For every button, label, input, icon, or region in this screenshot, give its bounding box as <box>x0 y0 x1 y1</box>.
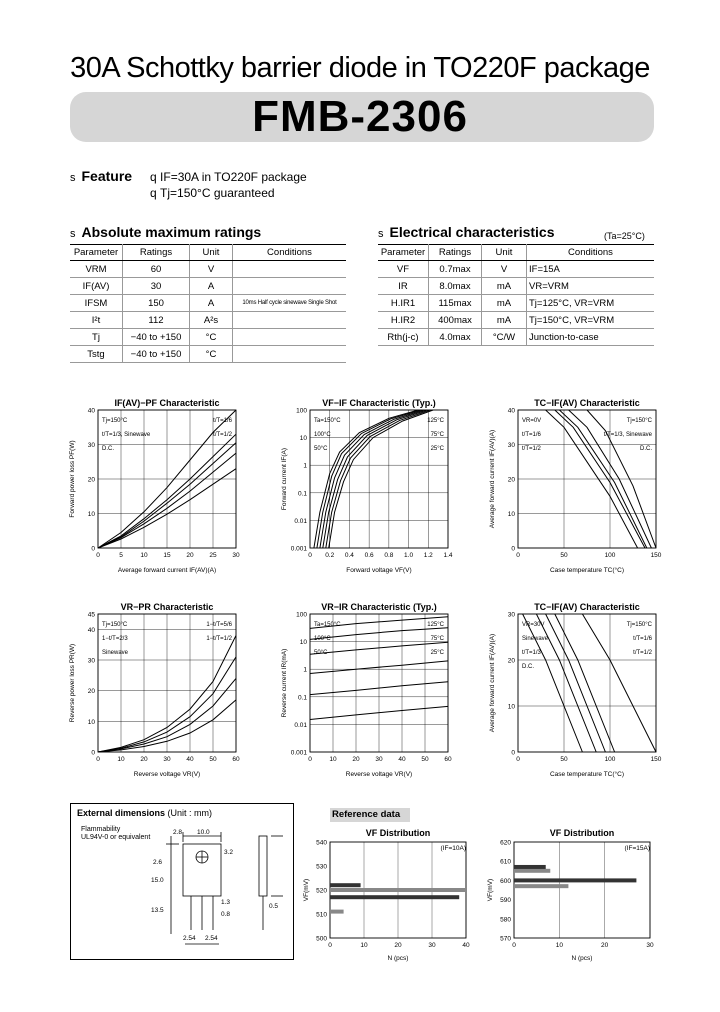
table-cell: 115max <box>429 295 482 312</box>
y-tick-label: 610 <box>500 858 511 866</box>
bar <box>330 888 466 892</box>
section-bullet: s <box>378 228 384 240</box>
x-tick-label: 0.2 <box>325 552 335 559</box>
bar <box>330 895 459 899</box>
table-cell: Junction-to-case <box>527 329 655 346</box>
x-tick-label: 0 <box>308 552 312 559</box>
y-tick-label: 510 <box>316 911 327 919</box>
y-tick-label: 590 <box>500 897 511 905</box>
y-tick-label: 10 <box>507 511 515 518</box>
chart-annotation: D.C. <box>640 446 652 452</box>
y-axis-label: Average forward current IF(AV)(A) <box>489 429 496 529</box>
column-header: Parameter <box>378 245 429 261</box>
y-tick-label: 30 <box>87 442 95 449</box>
table-cell: A <box>190 295 233 312</box>
chart-annotation: Tj=150°C <box>102 418 128 424</box>
x-tick-label: 0 <box>328 942 332 949</box>
chart-annotation: VR=0V <box>522 418 542 424</box>
feature-heading <box>70 168 132 184</box>
abs-max-heading-text: Absolute maximum ratings <box>81 224 262 240</box>
x-axis-label: Reverse voltage VR(V) <box>133 771 201 778</box>
chart-annotation: t/T=1/6 <box>522 432 541 438</box>
x-tick-label: 150 <box>650 756 662 763</box>
table-cell: VF <box>378 261 429 278</box>
flammability-label: Flammability <box>81 826 121 833</box>
y-axis-label: Reverse power loss PR(W) <box>69 643 76 723</box>
y-tick-label: 600 <box>500 877 511 885</box>
table-cell: 4.0max <box>429 329 482 346</box>
chart-annotation: 1−t/T=5/6 <box>206 622 232 628</box>
chart-annotation: t/T=1/6 <box>213 418 232 424</box>
dim-label: 1.3 <box>221 899 231 906</box>
chart-tc-if-2 <box>486 600 664 782</box>
dim-label: 3.2 <box>224 849 234 856</box>
y-axis-label: Reverse current IR(mA) <box>281 648 288 718</box>
table-cell: V <box>482 261 527 278</box>
table-cell: Tj=150°C, VR=VRM <box>527 312 655 329</box>
table-cell: −40 to +150 <box>123 329 190 346</box>
x-tick-label: 50 <box>560 552 568 559</box>
x-tick-label: 0 <box>516 756 520 763</box>
y-tick-label: 500 <box>316 935 327 943</box>
chart-note: (IF=10A) <box>440 845 466 852</box>
chart-annotation: 125°C <box>427 418 444 424</box>
y-axis-label: VF(mV) <box>303 878 310 902</box>
x-tick-label: 30 <box>232 552 240 559</box>
table-cell: °C <box>190 329 233 346</box>
x-axis-label: Case temperature TC(°C) <box>549 771 625 778</box>
chart-title: VF−IF Characteristic (Typ.) <box>322 398 436 408</box>
x-tick-label: 10 <box>555 942 563 949</box>
y-tick-label: 40 <box>87 407 95 415</box>
x-tick-label: 1.2 <box>423 552 433 559</box>
table-row <box>70 312 346 329</box>
y-axis-label: Average forward current IF(AV)(A) <box>489 633 496 733</box>
chart-svg <box>484 826 660 966</box>
chart-svg <box>278 396 456 578</box>
elec-table <box>378 244 654 346</box>
table-cell: Tstg <box>70 346 123 363</box>
x-axis-label: Reverse voltage VR(V) <box>345 771 413 778</box>
chart-annotation: 25°C <box>430 446 444 452</box>
dim-label: 2.8 <box>173 829 183 836</box>
series-line <box>582 614 656 752</box>
chart-annotation: D.C. <box>102 446 114 452</box>
bar <box>514 884 568 888</box>
x-axis-label: Case temperature TC(°C) <box>549 567 625 574</box>
table-row <box>378 261 654 278</box>
chart-vr-pr <box>66 600 244 782</box>
bar <box>330 910 344 914</box>
table-cell: mA <box>482 312 527 329</box>
x-tick-label: 20 <box>394 942 402 949</box>
chart-title: IF(AV)−PF Characteristic <box>114 398 220 408</box>
x-tick-label: 1.0 <box>404 552 414 559</box>
table-row <box>378 329 654 346</box>
y-tick-label: 20 <box>87 476 95 484</box>
chart-title: VF Distribution <box>549 828 615 838</box>
table-cell: mA <box>482 295 527 312</box>
chart-vf-dist-10a <box>300 826 476 966</box>
table-cell <box>233 346 347 363</box>
y-tick-label: 0 <box>511 545 515 553</box>
column-header: Parameter <box>70 245 123 261</box>
y-tick-label: 20 <box>507 476 515 484</box>
y-tick-label: 1 <box>303 666 307 674</box>
table-cell: H.IR2 <box>378 312 429 329</box>
y-tick-label: 540 <box>316 839 327 847</box>
dimensions-heading-text: External dimensions <box>77 808 166 818</box>
chart-annotation: 25°C <box>430 650 444 656</box>
x-tick-label: 20 <box>186 552 194 559</box>
x-tick-label: 30 <box>163 756 171 763</box>
y-axis-label: Forward current IF(A) <box>281 447 288 511</box>
x-tick-label: 20 <box>140 756 148 763</box>
chart-annotation: 50°C <box>314 650 328 656</box>
feature-item <box>150 170 307 184</box>
elec-heading-text: Electrical characteristics <box>389 224 555 240</box>
chart-svg <box>486 396 664 578</box>
x-tick-label: 30 <box>428 942 436 949</box>
chart-annotation: D.C. <box>522 664 534 670</box>
table-cell: IFSM <box>70 295 123 312</box>
column-header: Unit <box>190 245 233 261</box>
package-side-view <box>259 836 267 896</box>
dim-label: 10.0 <box>197 829 210 836</box>
x-tick-label: 30 <box>375 756 383 763</box>
reference-heading: Reference data <box>332 809 401 820</box>
x-tick-label: 5 <box>119 552 123 559</box>
chart-annotation: Ta=150°C <box>314 622 341 628</box>
y-tick-label: 0.01 <box>294 721 307 729</box>
chart-annotation: Tj=150°C <box>102 622 128 628</box>
x-tick-label: 30 <box>646 942 654 949</box>
table-cell: V <box>190 261 233 278</box>
x-tick-label: 0 <box>308 756 312 763</box>
chart-annotation: 1−t/T=2/3 <box>102 636 128 642</box>
table-cell <box>233 278 347 295</box>
section-bullet: s <box>70 228 76 240</box>
x-tick-label: 10 <box>117 756 125 763</box>
chart-svg <box>278 600 456 782</box>
table-header-row <box>378 245 654 261</box>
feature-text: IF=30A in TO220F package <box>160 170 307 184</box>
feature-text: Tj=150°C guaranteed <box>160 186 275 200</box>
chart-svg <box>66 396 244 578</box>
y-tick-label: 10 <box>507 703 515 711</box>
y-tick-label: 520 <box>316 887 327 895</box>
table-row <box>70 261 346 278</box>
table-cell: IF(AV) <box>70 278 123 295</box>
elec-heading <box>378 224 555 240</box>
table-row <box>70 346 346 363</box>
table-row <box>378 295 654 312</box>
bar <box>330 883 361 887</box>
y-tick-label: 0 <box>511 749 515 757</box>
chart-annotation: 125°C <box>427 622 444 628</box>
bar <box>514 865 546 869</box>
column-header: Conditions <box>233 245 347 261</box>
y-tick-label: 0 <box>91 749 95 757</box>
y-tick-label: 30 <box>87 657 95 665</box>
table-cell: 8.0max <box>429 278 482 295</box>
x-tick-label: 100 <box>604 552 616 559</box>
table-cell: °C/W <box>482 329 527 346</box>
chart-annotation: t/T=1/2 <box>633 650 652 656</box>
table-row <box>70 329 346 346</box>
abs-max-table <box>70 244 346 363</box>
chart-annotation: Sinewave <box>102 650 129 656</box>
y-tick-label: 620 <box>500 839 511 847</box>
bar <box>514 878 636 882</box>
y-tick-label: 40 <box>87 626 95 634</box>
table-cell: mA <box>482 278 527 295</box>
x-tick-label: 50 <box>560 756 568 763</box>
x-tick-label: 50 <box>209 756 217 763</box>
part-number: FMB-2306 <box>252 92 468 141</box>
table-cell: VR=VRM <box>527 278 655 295</box>
chart-annotation: t/T=1/3, Sinewave <box>102 432 151 438</box>
chart-svg <box>300 826 476 966</box>
y-tick-label: 1 <box>303 462 307 470</box>
x-tick-label: 0.4 <box>344 552 354 559</box>
x-tick-label: 60 <box>232 756 240 763</box>
x-tick-label: 25 <box>209 552 217 559</box>
x-tick-label: 60 <box>444 756 452 763</box>
dim-label: 2.6 <box>153 859 163 866</box>
table-cell: Tj <box>70 329 123 346</box>
chart-vf-dist-15a <box>484 826 660 966</box>
x-axis-label: Average forward current IF(AV)(A) <box>117 567 217 574</box>
table-cell: I²t <box>70 312 123 329</box>
x-tick-label: 0 <box>96 552 100 559</box>
y-tick-label: 100 <box>296 407 307 415</box>
series-line <box>323 410 428 548</box>
y-tick-label: 580 <box>500 916 511 924</box>
x-axis-label: N (pcs) <box>387 955 409 962</box>
chart-annotation: 50°C <box>314 446 328 452</box>
table-cell: Rth(j-c) <box>378 329 429 346</box>
bar <box>514 869 550 873</box>
table-cell: 30 <box>123 278 190 295</box>
table-cell: 112 <box>123 312 190 329</box>
table-cell: IR <box>378 278 429 295</box>
table-cell: H.IR1 <box>378 295 429 312</box>
dim-label: 0.8 <box>221 911 231 918</box>
feature-bullet: q <box>150 186 157 200</box>
table-cell: −40 to +150 <box>123 346 190 363</box>
x-tick-label: 0 <box>512 942 516 949</box>
table-row <box>70 295 346 312</box>
table-cell: A²s <box>190 312 233 329</box>
column-header: Ratings <box>429 245 482 261</box>
y-tick-label: 0.001 <box>290 545 307 553</box>
chart-annotation: Sinewave <box>522 636 549 642</box>
table-cell: 0.7max <box>429 261 482 278</box>
abs-max-heading <box>70 224 261 240</box>
y-tick-label: 530 <box>316 863 327 871</box>
dim-label: 15.0 <box>151 877 164 884</box>
feature-item <box>150 186 275 200</box>
table-cell <box>233 312 347 329</box>
y-tick-label: 0.01 <box>294 517 307 525</box>
dim-label: 13.5 <box>151 907 164 914</box>
x-tick-label: 20 <box>601 942 609 949</box>
y-tick-label: 100 <box>296 611 307 619</box>
x-tick-label: 40 <box>462 942 470 949</box>
table-cell <box>233 329 347 346</box>
chart-title: TC−IF(AV) Characteristic <box>534 602 640 612</box>
y-tick-label: 30 <box>507 442 515 449</box>
y-tick-label: 0.1 <box>297 490 307 498</box>
dimensions-box <box>70 803 294 960</box>
y-tick-label: 10 <box>299 639 307 647</box>
chart-annotation: Tj=150°C <box>626 622 652 628</box>
x-tick-label: 10 <box>329 756 337 763</box>
table-cell: IF=15A <box>527 261 655 278</box>
table-cell: A <box>190 278 233 295</box>
x-tick-label: 20 <box>352 756 360 763</box>
x-tick-label: 100 <box>604 756 616 763</box>
chart-annotation: VR=30V <box>522 622 545 628</box>
series-line <box>555 614 615 752</box>
chart-annotation: 1−t/T=1/2 <box>206 636 232 642</box>
chart-title: VF Distribution <box>365 828 431 838</box>
x-tick-label: 40 <box>186 756 194 763</box>
column-header: Unit <box>482 245 527 261</box>
chart-annotation: 100°C <box>314 636 331 642</box>
section-bullet: s <box>70 172 76 184</box>
chart-annotation: Tj=150°C <box>626 418 652 424</box>
chart-annotation: t/T=1/2 <box>213 432 232 438</box>
chart-svg <box>66 600 244 782</box>
chart-title: VR−PR Characteristic <box>120 602 214 612</box>
package-drawing <box>71 804 293 959</box>
chart-title: VR−IR Characteristic (Typ.) <box>321 602 437 612</box>
chart-tc-if-1 <box>486 396 664 578</box>
table-cell: 60 <box>123 261 190 278</box>
y-tick-label: 10 <box>87 718 95 726</box>
y-axis-label: VF(mV) <box>487 878 494 902</box>
column-header: Conditions <box>527 245 655 261</box>
elec-condition-note: (Ta=25°C) <box>604 231 645 241</box>
table-cell <box>233 261 347 278</box>
x-axis-label: N (pcs) <box>571 955 593 962</box>
y-tick-label: 0 <box>91 545 95 553</box>
document-title: 30A Schottky barrier diode in TO220F package <box>70 52 650 84</box>
x-tick-label: 0 <box>516 552 520 559</box>
dim-label: 2.54 <box>205 935 218 942</box>
table-cell: VRM <box>70 261 123 278</box>
y-tick-label: 45 <box>87 611 95 619</box>
y-tick-label: 20 <box>507 657 515 665</box>
table-row <box>70 278 346 295</box>
chart-annotation: t/T=1/3 <box>522 650 541 656</box>
chart-annotation: 100°C <box>314 432 331 438</box>
x-tick-label: 10 <box>140 552 148 559</box>
chart-note: (IF=15A) <box>624 845 650 852</box>
table-row <box>378 278 654 295</box>
x-tick-label: 0.6 <box>364 552 374 559</box>
x-tick-label: 50 <box>421 756 429 763</box>
y-tick-label: 0.1 <box>297 694 307 702</box>
x-tick-label: 15 <box>163 552 171 559</box>
dim-label: 2.54 <box>183 935 196 942</box>
y-axis-label: Forward power loss PF(W) <box>69 440 76 518</box>
plot-frame <box>514 842 650 938</box>
dimensions-unit: (Unit : mm) <box>167 808 213 818</box>
chart-vf-if <box>278 396 456 578</box>
feature-bullet: q <box>150 170 157 184</box>
y-tick-label: 20 <box>87 688 95 696</box>
chart-annotation: t/T=1/6 <box>633 636 652 642</box>
table-row <box>378 312 654 329</box>
x-tick-label: 40 <box>398 756 406 763</box>
y-tick-label: 0.001 <box>290 749 307 757</box>
x-axis-label: Forward voltage VF(V) <box>346 567 412 574</box>
y-tick-label: 10 <box>299 435 307 443</box>
dim-label: 0.5 <box>269 903 279 910</box>
table-cell: 150 <box>123 295 190 312</box>
x-tick-label: 150 <box>650 552 662 559</box>
chart-annotation: Ta=150°C <box>314 418 341 424</box>
table-cell: 10ms Half cycle sinewave Single Shot <box>233 295 347 312</box>
y-tick-label: 10 <box>87 511 95 518</box>
chart-annotation: t/T=1/2 <box>522 446 541 452</box>
chart-title: TC−IF(AV) Characteristic <box>534 398 640 408</box>
x-tick-label: 1.4 <box>443 552 453 559</box>
chart-annotation: 75°C <box>430 432 444 438</box>
y-tick-label: 570 <box>500 935 511 943</box>
x-tick-label: 0.8 <box>384 552 394 559</box>
chart-svg <box>486 600 664 782</box>
x-tick-label: 0 <box>96 756 100 763</box>
x-tick-label: 10 <box>360 942 368 949</box>
series-line <box>523 614 583 752</box>
series-line <box>326 410 431 548</box>
chart-if-pf <box>66 396 244 578</box>
flammability-rating: UL94V-0 or equivalent <box>81 834 151 841</box>
chart-annotation: t/T=1/3, Sinewave <box>603 432 652 438</box>
feature-heading-text: Feature <box>81 168 133 184</box>
chart-vr-ir <box>278 600 456 782</box>
table-cell: Tj=125°C, VR=VRM <box>527 295 655 312</box>
y-tick-label: 30 <box>507 611 515 619</box>
chart-annotation: 75°C <box>430 636 444 642</box>
table-header-row <box>70 245 346 261</box>
column-header: Ratings <box>123 245 190 261</box>
table-cell: °C <box>190 346 233 363</box>
table-cell: 400max <box>429 312 482 329</box>
y-tick-label: 40 <box>507 407 515 415</box>
